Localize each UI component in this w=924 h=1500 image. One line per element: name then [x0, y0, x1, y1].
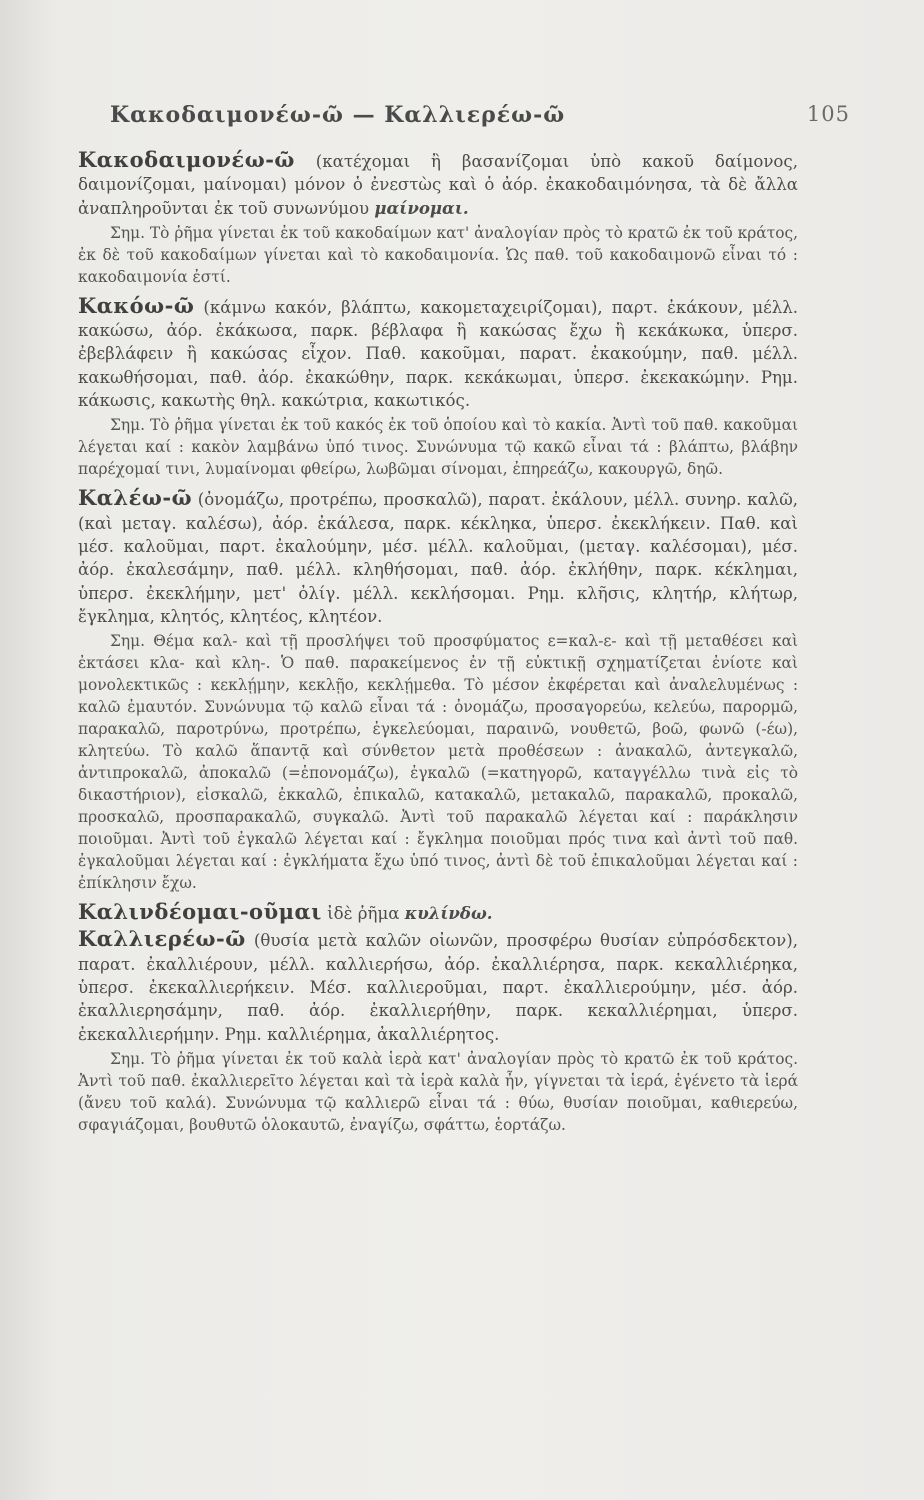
entry-headword: Κακοδαιμονέω-ῶ: [78, 147, 295, 172]
entry-note: Σημ. Τὸ ῥῆμα γίνεται ἐκ τοῦ κακοδαίμων κατ' ἀναλογίαν πρὸς τὸ κρατῶ ἐκ τοῦ κράτος, ἐκ δὲ τοῦ κακοδαίμων γίνεται καὶ τὸ κακοδαιμονία. Ὡς παθ. τοῦ κακοδαιμονῶ εἶναι τό : κακοδαιμονία ἐστί.: [78, 223, 798, 286]
dictionary-entry: [78, 148, 798, 220]
entry-note: Σημ. Τὸ ῥῆμα γίνεται ἐκ τοῦ κακός ἐκ τοῦ ὁποίου καὶ τὸ κακία. Ἀντὶ τοῦ παθ. κακοῦμαι λέγεται καί : κακὸν λαμβάνω ὑπό τινος. Συνώνυμα τῷ κακῶ εἶναι τά : βλάπτω, βλάβην παρέχομαί τινι, λυμαίνομαι φθείρω, λωβῶμαι σίνομαι, ἐπηρεάζω, κακουργῶ, δηῶ.: [78, 416, 798, 479]
entry-headword: Καλέω-ῶ: [78, 485, 193, 511]
entry-headword: Καλλιερέω-ῶ: [78, 926, 246, 952]
entry-headword: Κακόω-ῶ: [78, 292, 195, 318]
running-head: [110, 102, 850, 128]
entry-headword: Καλινδέομαι-οῦμαι: [78, 899, 322, 925]
page-number: 105: [806, 102, 850, 126]
entry-text: ἰδὲ ῥῆμα: [327, 904, 400, 924]
dictionary-column: [78, 148, 798, 1142]
entry-text: (κατέχομαι ἢ βασανίζομαι ὑπὸ κακοῦ δαίμονος, δαιμονίζομαι, μαίνομαι) μόνον ὁ ἐνεστὼς καὶ ὁ ἀόρ. ἐκακοδαιμόνησα, τὰ δὲ ἄλλα ἀναπληροῦνται ἐκ τοῦ συνωνύμου: [78, 152, 798, 218]
dictionary-entry: [78, 927, 798, 1045]
entry-note: Σημ. Θέμα καλ- καὶ τῇ προσλήψει τοῦ προσφύματος ε=καλ-ε- καὶ τῇ μεταθέσει καὶ ἐκτάσει κλα- καὶ κλη-. Ὁ παθ. παρακείμενος ἐν τῇ εὐκτικῇ σχηματίζεται ἐνίοτε καὶ μονολεκτικῶς : κεκλῄμην, κεκλῇο, κεκλῄμεθα. Τὸ μέσον ἐκφέρεται καὶ ἀναλελυμένως : καλῶ ἐμαυτόν. Συνώνυμα τῷ καλῶ εἶναι τά : ὀνομάζω, προσαγορεύω, κελεύω, παρορμῶ, παρακαλῶ, παροτρύνω, προτρέπω, ἐγκελεύομαι, παραινῶ, νουθετῶ, βοῶ, φωνῶ (-έω), κλητεύω. Τὸ καλῶ ἅπαντᾷ καὶ σύνθετον μετὰ προθέσεων : ἀνακαλῶ, ἀντεγκαλῶ, ἀντιπροκαλῶ, ἀποκαλῶ (=ἐπονομάζω), ἐγκαλῶ (=κατηγορῶ, καταγγέλλω τινὰ εἰς τὸ δικαστήριον), εἰσκαλῶ, ἐκκαλῶ, ἐπικαλῶ, κατακαλῶ, μετακαλῶ, παρακαλῶ, προκαλῶ, προσκαλῶ, προσπαρακαλῶ, συγκαλῶ. Ἀντὶ τοῦ παρακαλῶ λέγεται καί : παράκλησιν ποιοῦμαι. Ἀντὶ τοῦ ἐγκαλῶ λέγεται καί : ἔγκλημα ποιοῦμαι πρός τινα καὶ ἀντὶ τοῦ παθ. ἐγκαλοῦμαι λέγεται καί : ἐγκλήματα ἔχω ὑπό τινος, ἀντὶ δὲ τοῦ ἐπικαλοῦμαι λέγεται καί : ἐπίκλησιν ἔχω.: [78, 632, 798, 893]
entry-text: (κάμνω κακόν, βλάπτω, κακομεταχειρίζομαι), παρτ. ἐκάκουν, μέλλ. κακώσω, ἀόρ. ἐκάκωσα, παρκ. βέβλαφα ἢ κακώσας ἔχω ἢ κεκάκωκα, ὑπερσ. ἐβεβλάφειν ἢ κακώσας εἶχον. Παθ. κακοῦμαι, παρατ. ἐκακούμην, παθ. μέλλ. κακωθήσομαι, παθ. ἀόρ. ἐκακώθην, παρκ. κεκάκωμαι, ὑπερσ. ἐκεκακώμην. Ρημ. κάκωσις, κακωτὴς θηλ. κακώτρια, κακωτικός.: [78, 297, 799, 411]
entry-text: (θυσία μετὰ καλῶν οἰωνῶν, προσφέρω θυσίαν εὐπρόσδεκτον), παρατ. ἐκαλλιέρουν, μέλλ. καλλιερήσω, ἀόρ. ἐκαλλιέρησα, παρκ. κεκαλλιέρηκα, ὑπερσ. ἐκεκαλλιερήκειν. Μέσ. καλλιεροῦμαι, παρτ. ἐκαλλιερούμην, μέσ. ἀόρ. ἐκαλλιερησάμην, παθ. ἀόρ. ἐκαλλιερήθην, παρκ. κεκαλλιέρημαι, ὑπερσ. ἐκεκαλλιερήμην. Ρημ. καλλιέρημα, ἀκαλλιέρητος.: [78, 931, 798, 1044]
entry-crossref: κυλίνδω.: [404, 903, 493, 924]
dictionary-entry: [78, 486, 798, 628]
entry-text: (ὀνομάζω, προτρέπω, προσκαλῶ), παρατ. ἐκάλουν, μέλλ. συνηρ. καλῶ, (καὶ μεταγ. καλέσω), ἀόρ. ἐκάλεσα, παρκ. κέκληκα, ὑπερσ. ἐκεκλήκειν. Παθ. καὶ μέσ. καλοῦμαι, παρτ. ἐκαλούμην, μέσ. μέλλ. καλοῦμαι, (μεταγ. καλέσομαι), μέσ. ἀόρ. ἐκαλεσάμην, παθ. μέλλ. κληθήσομαι, παθ. ἀόρ. ἐκλήθην, παρκ. κέκλημαι, ὑπερσ. ἐκεκλήμην, μετ' ὀλίγ. μέλλ. κεκλήσομαι. Ρημ. κλῆσις, κλητήρ, κλήτωρ, ἔγκλημα, κλητός, κλητέος, κλητέον.: [78, 490, 799, 626]
entry-note: Σημ. Τὸ ῥῆμα γίνεται ἐκ τοῦ καλὰ ἱερὰ κατ' ἀναλογίαν πρὸς τὸ κρατῶ ἐκ τοῦ κράτος. Ἀντὶ τοῦ παθ. ἐκαλλιερεῖτο λέγεται καὶ τὰ ἱερὰ καλὰ ἦν, γίγνεται τὰ ἱερά, ἐγένετο τὰ ἱερά (ἄνευ τοῦ καλά). Συνώνυμα τῷ καλλιερῶ εἶναι τά : θύω, θυσίαν ποιοῦμαι, καθιερεύω, σφαγιάζομαι, βουθυτῶ ὁλοκαυτῶ, ἐναγίζω, σφάττω, ἑορτάζω.: [78, 1049, 798, 1134]
entry-crossref: μαίνομαι.: [374, 197, 469, 218]
running-head-title: Κακοδαιμονέω-ῶ — Καλλιερέω-ῶ: [110, 102, 566, 128]
dictionary-entry: [78, 900, 798, 925]
dictionary-entry: [78, 294, 798, 412]
